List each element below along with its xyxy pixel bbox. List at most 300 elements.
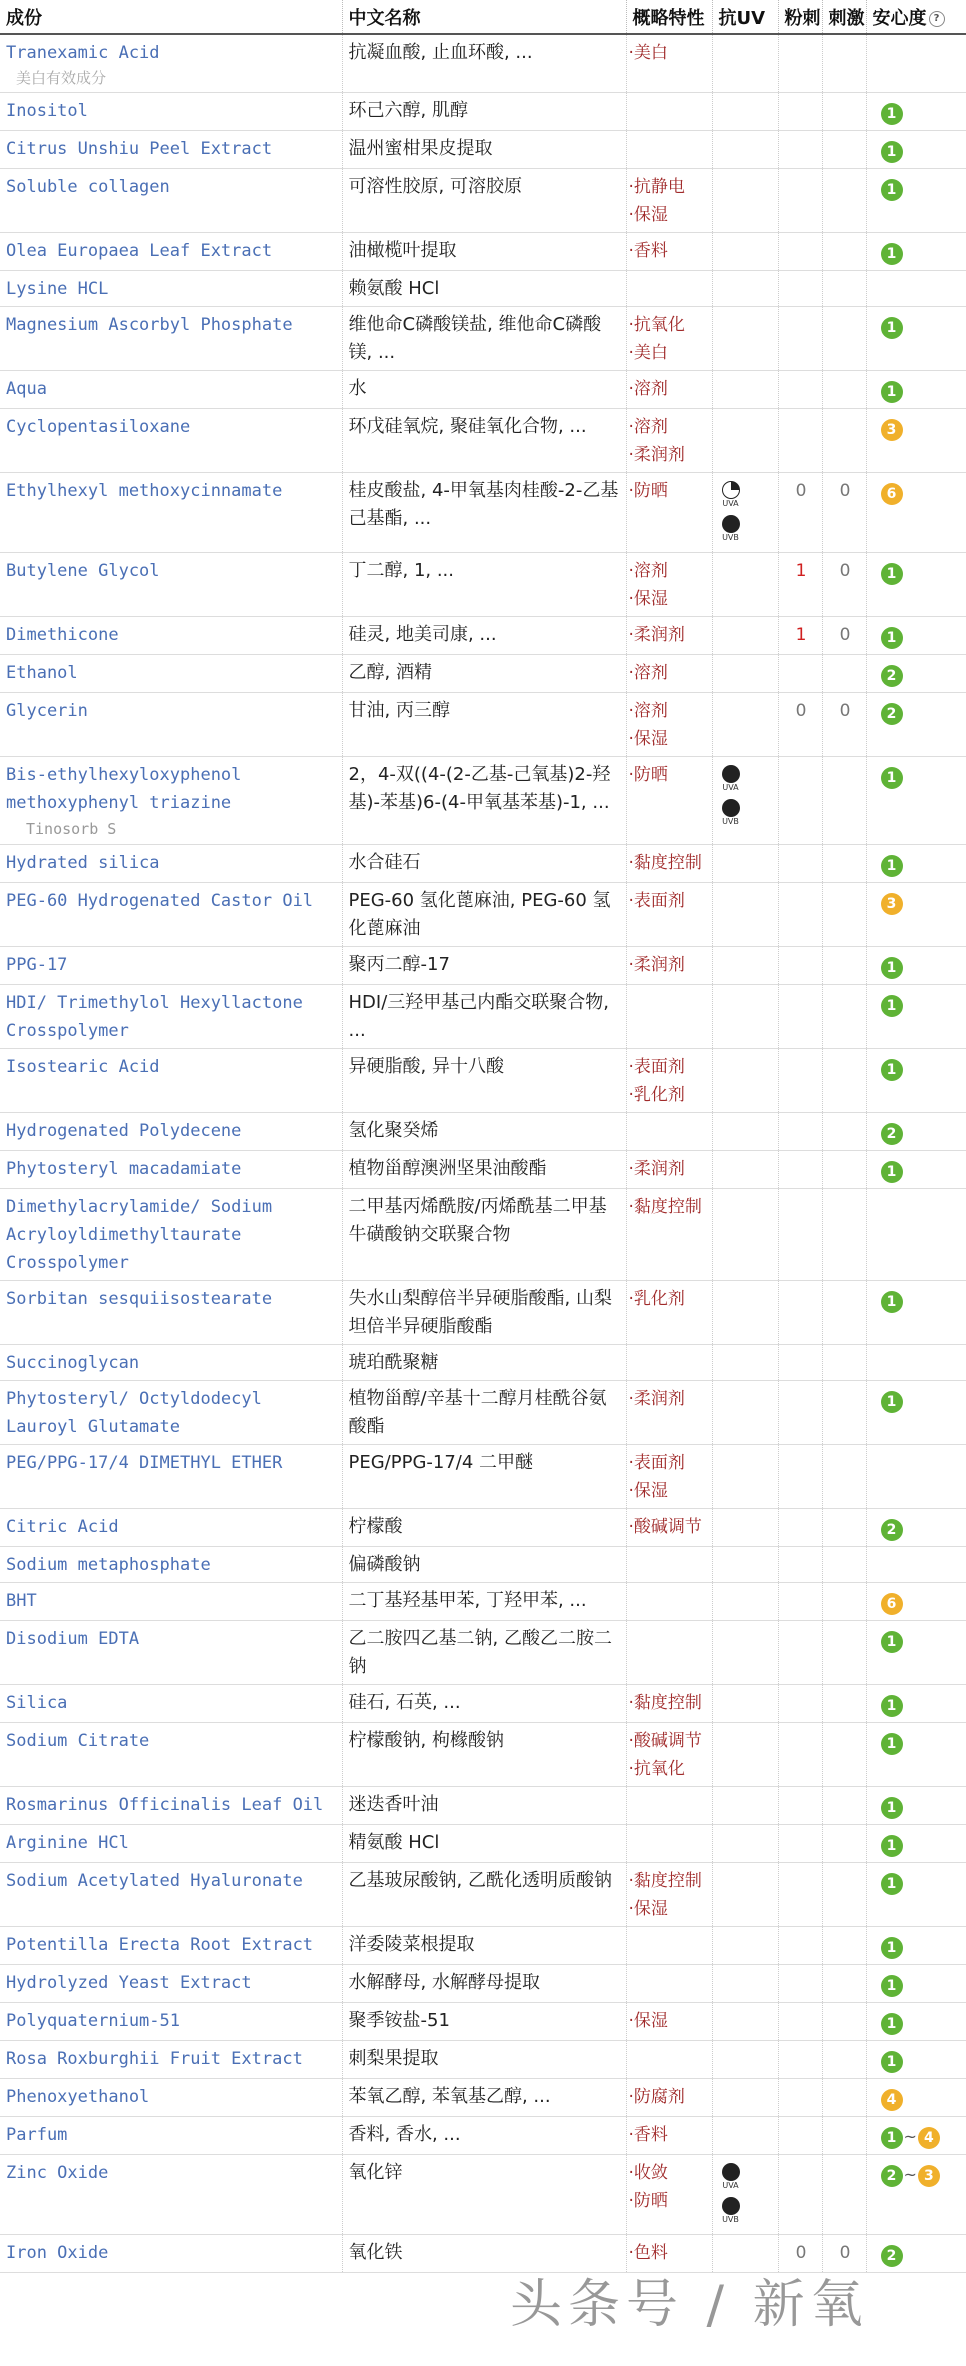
irritation-cell xyxy=(822,1825,866,1863)
chinese-name-cell: 氧化铁 xyxy=(342,2235,626,2273)
uv-dot-icon xyxy=(722,2197,740,2215)
chinese-name-cell: 水合硅石 xyxy=(342,845,626,883)
ingredient-link[interactable]: Disodium EDTA xyxy=(6,1629,140,1649)
safety-badge: 1 xyxy=(881,381,903,403)
uv-cell xyxy=(712,307,778,371)
chinese-name-cell: 环己六醇, 肌醇 xyxy=(342,93,626,131)
acne-cell xyxy=(778,1965,822,2003)
function-tag: · 表面剂 xyxy=(629,887,708,915)
table-row xyxy=(0,2041,966,2079)
safety-badge: 4 xyxy=(918,2127,940,2149)
ingredient-name-cell xyxy=(0,1049,342,1113)
safety-cell xyxy=(866,1381,966,1445)
chinese-name-cell: 洋委陵菜根提取 xyxy=(342,1927,626,1965)
table-row xyxy=(0,947,966,985)
ingredient-link[interactable]: Olea Europaea Leaf Extract xyxy=(6,241,273,261)
function-tag: · 香料 xyxy=(629,237,708,265)
function-tag: · 溶剂 xyxy=(629,375,708,403)
safety-cell xyxy=(866,985,966,1049)
ingredient-link[interactable]: Zinc Oxide xyxy=(6,2163,109,2183)
chinese-name-cell: 可溶性胶原, 可溶胶原 xyxy=(342,169,626,233)
irritation-cell xyxy=(822,845,866,883)
acne-cell xyxy=(778,93,822,131)
function-tag: · 黏度控制 xyxy=(629,849,708,877)
uv-cell xyxy=(712,655,778,693)
irritation-cell xyxy=(822,1583,866,1621)
ingredient-link[interactable]: Phenoxyethanol xyxy=(6,2087,150,2107)
table-row xyxy=(0,1189,966,1281)
safety-cell xyxy=(866,1825,966,1863)
function-cell xyxy=(626,1863,712,1927)
watermark: 头条号 / 新氧 xyxy=(510,2275,869,2335)
ingredient-name-cell xyxy=(0,271,342,307)
chinese-name-cell: 氧化锌 xyxy=(342,2155,626,2235)
function-cell xyxy=(626,1825,712,1863)
acne-cell xyxy=(778,169,822,233)
acne-cell xyxy=(778,655,822,693)
irritation-cell xyxy=(822,1965,866,2003)
ingredient-link[interactable]: Inositol xyxy=(6,101,88,121)
table-row xyxy=(0,1621,966,1685)
function-tag: · 收敛 xyxy=(629,2159,708,2187)
safety-cell xyxy=(866,131,966,169)
function-tag: · 溶剂 xyxy=(629,557,708,585)
ingredient-link[interactable]: Aqua xyxy=(6,379,47,399)
function-cell xyxy=(626,1381,712,1445)
safety-badge: 1 xyxy=(881,627,903,649)
function-cell xyxy=(626,1281,712,1345)
irritation-cell xyxy=(822,371,866,409)
chinese-name-cell: 香料, 香水, ... xyxy=(342,2117,626,2155)
chinese-name-cell: 水 xyxy=(342,371,626,409)
ingredient-link[interactable]: Sodium Citrate xyxy=(6,1731,150,1751)
safety-badge: 2 xyxy=(881,2165,903,2187)
uv-dot-icon xyxy=(722,2163,740,2181)
safety-badge: 2 xyxy=(881,1519,903,1541)
acne-cell xyxy=(778,1381,822,1445)
header-irritation: 刺激 xyxy=(822,0,866,34)
safety-badge: 1 xyxy=(881,243,903,265)
ingredient-name-cell xyxy=(0,2155,342,2235)
uv-cell xyxy=(712,371,778,409)
table-row xyxy=(0,2117,966,2155)
uv-cell xyxy=(712,1049,778,1113)
acne-cell xyxy=(778,985,822,1049)
ingredient-name-cell xyxy=(0,1445,342,1509)
irritation-cell xyxy=(822,1445,866,1509)
ingredient-link[interactable]: Rosmarinus Officinalis Leaf Oil xyxy=(6,1795,324,1815)
uv-dot-icon xyxy=(722,515,740,533)
function-tag: · 抗氧化 xyxy=(629,311,708,339)
ingredient-name-cell xyxy=(0,409,342,473)
function-tag: · 柔润剂 xyxy=(629,1385,708,1413)
acne-cell xyxy=(778,233,822,271)
ingredient-name-cell xyxy=(0,1787,342,1825)
safety-cell xyxy=(866,693,966,757)
table-row xyxy=(0,2079,966,2117)
safety-cell xyxy=(866,845,966,883)
acne-cell xyxy=(778,2079,822,2117)
uv-cell xyxy=(712,169,778,233)
function-cell xyxy=(626,1621,712,1685)
irritation-cell xyxy=(822,1547,866,1583)
chinese-name-cell: 偏磷酸钠 xyxy=(342,1547,626,1583)
ingredient-link[interactable]: Citric Acid xyxy=(6,1517,119,1537)
function-tag: · 防晒 xyxy=(629,2187,708,2215)
table-row xyxy=(0,1825,966,1863)
function-cell xyxy=(626,1189,712,1281)
function-tag: · 乳化剂 xyxy=(629,1081,708,1109)
acne-cell xyxy=(778,1281,822,1345)
ingredient-link[interactable]: Succinoglycan xyxy=(6,1353,140,1373)
acne-cell xyxy=(778,1049,822,1113)
ingredient-link[interactable]: Hydrogenated Polydecene xyxy=(6,1121,242,1141)
function-cell xyxy=(626,553,712,617)
ingredient-link[interactable]: Phytosteryl/ Octyldodecyl Lauroyl Glutamate xyxy=(6,1389,262,1437)
ingredient-name-cell xyxy=(0,2235,342,2273)
safety-cell xyxy=(866,1113,966,1151)
acne-cell xyxy=(778,1345,822,1381)
ingredient-name-cell xyxy=(0,1189,342,1281)
table-row xyxy=(0,271,966,307)
function-cell xyxy=(626,947,712,985)
ingredient-link[interactable]: Sodium metaphosphate xyxy=(6,1555,211,1575)
uv-label: UVB xyxy=(722,817,739,826)
acne-cell xyxy=(778,1509,822,1547)
irritation-cell xyxy=(822,1113,866,1151)
acne-cell xyxy=(778,845,822,883)
table-row xyxy=(0,1927,966,1965)
ingredient-name-cell xyxy=(0,845,342,883)
safety-badge: 1 xyxy=(881,1391,903,1413)
ingredient-link[interactable]: Dimethicone xyxy=(6,625,119,645)
safety-badge: 4 xyxy=(881,2089,903,2111)
acne-cell xyxy=(778,1151,822,1189)
ingredient-link[interactable]: HDI/ Trimethylol Hexyllactone Crosspolymer xyxy=(6,993,303,1041)
table-header-row xyxy=(0,0,966,34)
irritation-cell xyxy=(822,409,866,473)
uv-cell xyxy=(712,1509,778,1547)
safety-badge: 1 xyxy=(881,103,903,125)
acne-cell xyxy=(778,1787,822,1825)
ingredient-link[interactable]: Polyquaternium-51 xyxy=(6,2011,180,2031)
chinese-name-cell: 苯氧乙醇, 苯氧基乙醇, ... xyxy=(342,2079,626,2117)
irritation-cell xyxy=(822,1927,866,1965)
safety-cell xyxy=(866,409,966,473)
function-tag: · 防晒 xyxy=(629,477,708,505)
function-cell xyxy=(626,2155,712,2235)
ingredient-link[interactable]: Glycerin xyxy=(6,701,88,721)
table-row xyxy=(0,131,966,169)
safety-cell xyxy=(866,2003,966,2041)
ingredient-link[interactable]: Sodium Acetylated Hyaluronate xyxy=(6,1871,303,1891)
ingredient-link[interactable]: Tranexamic Acid xyxy=(6,43,160,63)
irritation-cell xyxy=(822,883,866,947)
ingredient-link[interactable]: Citrus Unshiu Peel Extract xyxy=(6,139,273,159)
chinese-name-cell: 温州蜜柑果皮提取 xyxy=(342,131,626,169)
table-row xyxy=(0,2003,966,2041)
safety-cell xyxy=(866,2117,966,2155)
ingredient-name-cell xyxy=(0,1825,342,1863)
uv-cell xyxy=(712,1621,778,1685)
chinese-name-cell: 乙醇, 酒精 xyxy=(342,655,626,693)
chinese-name-cell: 水解酵母, 水解酵母提取 xyxy=(342,1965,626,2003)
ingredient-link[interactable]: BHT xyxy=(6,1591,37,1611)
function-tag: · 抗静电 xyxy=(629,173,708,201)
ingredient-link[interactable]: Isostearic Acid xyxy=(6,1057,160,1077)
chinese-name-cell: 硅石, 石英, ... xyxy=(342,1685,626,1723)
ingredient-name-cell xyxy=(0,947,342,985)
uv-cell xyxy=(712,1927,778,1965)
uv-protection-icon xyxy=(719,2163,743,2191)
ingredient-link[interactable]: Iron Oxide xyxy=(6,2243,109,2263)
uv-cell xyxy=(712,757,778,845)
ingredient-name-cell xyxy=(0,1113,342,1151)
ingredient-link[interactable]: Sorbitan sesquiisostearate xyxy=(6,1289,273,1309)
table-row xyxy=(0,371,966,409)
safety-badge: 2 xyxy=(881,1123,903,1145)
safety-cell xyxy=(866,1621,966,1685)
acne-cell xyxy=(778,371,822,409)
chinese-name-cell: 植物甾醇澳洲坚果油酸酯 xyxy=(342,1151,626,1189)
acne-cell xyxy=(778,2117,822,2155)
uv-cell xyxy=(712,2041,778,2079)
safety-badge: 1 xyxy=(881,1695,903,1717)
uv-cell xyxy=(712,1583,778,1621)
ingredient-name-cell xyxy=(0,655,342,693)
ingredient-link[interactable]: Rosa Roxburghii Fruit Extract xyxy=(6,2049,303,2069)
ingredient-link[interactable]: Hydrated silica xyxy=(6,853,160,873)
function-cell xyxy=(626,845,712,883)
ingredient-name-cell xyxy=(0,1621,342,1685)
ingredient-link[interactable]: Arginine HCl xyxy=(6,1833,129,1853)
irritation-cell xyxy=(822,1723,866,1787)
table-row xyxy=(0,553,966,617)
function-cell xyxy=(626,1445,712,1509)
uv-cell xyxy=(712,1825,778,1863)
ingredient-link[interactable]: Magnesium Ascorbyl Phosphate xyxy=(6,315,293,335)
table-row xyxy=(0,93,966,131)
table-row xyxy=(0,693,966,757)
uv-cell xyxy=(712,1965,778,2003)
table-row xyxy=(0,1723,966,1787)
uv-cell xyxy=(712,1381,778,1445)
ingredient-link[interactable]: Parfum xyxy=(6,2125,68,2145)
safety-cell xyxy=(866,34,966,93)
function-tag: · 柔润剂 xyxy=(629,621,708,649)
safety-cell xyxy=(866,1787,966,1825)
ingredient-link[interactable]: Lysine HCL xyxy=(6,279,109,299)
irritation-cell xyxy=(822,1787,866,1825)
safety-cell xyxy=(866,1863,966,1927)
function-cell xyxy=(626,1927,712,1965)
safety-cell xyxy=(866,655,966,693)
function-tag: · 乳化剂 xyxy=(629,1285,708,1313)
uv-cell xyxy=(712,845,778,883)
uv-cell xyxy=(712,2235,778,2273)
ingredient-link[interactable]: Bis-ethylhexyloxyphenol methoxyphenyl triazine xyxy=(6,765,242,813)
irritation-cell xyxy=(822,1189,866,1281)
safety-badge: 3 xyxy=(918,2165,940,2187)
table-row xyxy=(0,1345,966,1381)
irritation-cell: 0 xyxy=(822,2235,866,2273)
ingredient-link[interactable]: Phytosteryl macadamiate xyxy=(6,1159,242,1179)
function-cell xyxy=(626,2235,712,2273)
chinese-name-cell: 二甲基丙烯酰胺/丙烯酰基二甲基牛磺酸钠交联聚合物 xyxy=(342,1189,626,1281)
function-cell xyxy=(626,757,712,845)
safety-cell xyxy=(866,473,966,553)
chinese-name-cell: HDI/三羟甲基己内酯交联聚合物, ... xyxy=(342,985,626,1049)
ingredient-link[interactable]: PEG/PPG-17/4 DIMETHYL ETHER xyxy=(6,1453,283,1473)
uv-cell xyxy=(712,271,778,307)
uv-protection-icon xyxy=(719,799,743,827)
table-row xyxy=(0,1113,966,1151)
ingredient-link[interactable]: Hydrolyzed Yeast Extract xyxy=(6,1973,252,1993)
safety-badge: 1 xyxy=(881,1937,903,1959)
ingredient-link[interactable]: Dimethylacrylamide/ Sodium Acryloyldimethyltaurate Crosspolymer xyxy=(6,1197,273,1273)
function-tag: · 柔润剂 xyxy=(629,951,708,979)
safety-cell xyxy=(866,1547,966,1583)
safety-badge: 1 xyxy=(881,563,903,585)
function-tag: · 色料 xyxy=(629,2239,708,2267)
ingredient-name-cell xyxy=(0,473,342,553)
uv-protection-icon xyxy=(719,515,743,543)
acne-cell xyxy=(778,271,822,307)
ingredient-link[interactable]: Potentilla Erecta Root Extract xyxy=(6,1935,314,1955)
table-row xyxy=(0,1281,966,1345)
ingredient-link[interactable]: Ethanol xyxy=(6,663,78,683)
uv-cell xyxy=(712,1113,778,1151)
function-tag: · 柔润剂 xyxy=(629,441,708,469)
ingredient-link[interactable]: PPG-17 xyxy=(6,955,68,975)
help-icon[interactable]: ? xyxy=(929,11,945,27)
ingredient-name-cell xyxy=(0,93,342,131)
ingredient-link[interactable]: Cyclopentasiloxane xyxy=(6,417,191,437)
acne-cell xyxy=(778,307,822,371)
ingredient-name-cell xyxy=(0,985,342,1049)
function-cell xyxy=(626,1113,712,1151)
function-tag: · 保湿 xyxy=(629,1477,708,1505)
header-function: 概略特性 xyxy=(626,0,712,34)
uv-cell xyxy=(712,1863,778,1927)
header-safety-label: 安心度 xyxy=(872,7,927,29)
uv-cell xyxy=(712,1445,778,1509)
function-cell xyxy=(626,1787,712,1825)
acne-cell: 1 xyxy=(778,617,822,655)
table-row xyxy=(0,169,966,233)
acne-cell xyxy=(778,883,822,947)
uv-cell xyxy=(712,2117,778,2155)
function-tag: · 溶剂 xyxy=(629,413,708,441)
safety-cell xyxy=(866,1345,966,1381)
safety-badge: 1 xyxy=(881,1631,903,1653)
function-tag: · 保湿 xyxy=(629,2007,708,2035)
safety-cell xyxy=(866,883,966,947)
irritation-cell xyxy=(822,2041,866,2079)
irritation-cell xyxy=(822,2003,866,2041)
uv-protection-icon xyxy=(719,481,743,509)
safety-cell xyxy=(866,2235,966,2273)
chinese-name-cell: 桂皮酸盐, 4-甲氧基肉桂酸-2-乙基己基酯, ... xyxy=(342,473,626,553)
ingredient-link[interactable]: PEG-60 Hydrogenated Castor Oil xyxy=(6,891,314,911)
ingredient-link[interactable]: Ethylhexyl methoxycinnamate xyxy=(6,481,283,501)
uv-cell xyxy=(712,2155,778,2235)
ingredient-link[interactable]: Silica xyxy=(6,1693,68,1713)
header-chinese-name: 中文名称 xyxy=(342,0,626,34)
irritation-cell xyxy=(822,169,866,233)
safety-cell xyxy=(866,1281,966,1345)
table-row xyxy=(0,1685,966,1723)
chinese-name-cell: 环戊硅氧烷, 聚硅氧化合物, ... xyxy=(342,409,626,473)
uv-label: UVA xyxy=(722,499,739,508)
acne-cell: 0 xyxy=(778,473,822,553)
function-cell xyxy=(626,169,712,233)
ingredient-name-cell xyxy=(0,1381,342,1445)
function-tag: · 溶剂 xyxy=(629,697,708,725)
uv-dot-icon xyxy=(722,481,740,499)
acne-cell xyxy=(778,1189,822,1281)
irritation-cell xyxy=(822,1281,866,1345)
uv-label: UVA xyxy=(722,2181,739,2190)
safety-badge: 1 xyxy=(881,1797,903,1819)
safety-cell xyxy=(866,371,966,409)
acne-cell: 1 xyxy=(778,553,822,617)
safety-badge: 1 xyxy=(881,855,903,877)
function-cell xyxy=(626,371,712,409)
irritation-cell xyxy=(822,985,866,1049)
safety-badge: 1 xyxy=(881,2127,903,2149)
ingredient-name-cell xyxy=(0,131,342,169)
ingredient-name-cell xyxy=(0,883,342,947)
acne-cell xyxy=(778,2041,822,2079)
irritation-cell: 0 xyxy=(822,617,866,655)
safety-badge: 6 xyxy=(881,483,903,505)
safety-cell xyxy=(866,2155,966,2235)
irritation-cell xyxy=(822,1381,866,1445)
uv-cell xyxy=(712,1151,778,1189)
function-cell xyxy=(626,1685,712,1723)
function-cell xyxy=(626,2079,712,2117)
safety-badge: 1 xyxy=(881,1975,903,1997)
table-row xyxy=(0,307,966,371)
uv-cell xyxy=(712,1685,778,1723)
table-body xyxy=(0,34,966,2273)
function-cell xyxy=(626,985,712,1049)
chinese-name-cell: 柠檬酸钠, 枸橼酸钠 xyxy=(342,1723,626,1787)
irritation-cell xyxy=(822,1621,866,1685)
chinese-name-cell: 乙基玻尿酸钠, 乙酰化透明质酸钠 xyxy=(342,1863,626,1927)
safety-cell xyxy=(866,1445,966,1509)
chinese-name-cell: 失水山梨醇倍半异硬脂酸酯, 山梨坦倍半异硬脂酸酯 xyxy=(342,1281,626,1345)
ingredient-name-cell xyxy=(0,307,342,371)
ingredient-link[interactable]: Butylene Glycol xyxy=(6,561,160,581)
uv-cell xyxy=(712,131,778,169)
safety-badge: 1 xyxy=(881,957,903,979)
function-tag: · 保湿 xyxy=(629,1895,708,1923)
ingredient-link[interactable]: Soluble collagen xyxy=(6,177,170,197)
uv-label: UVB xyxy=(722,533,739,542)
safety-badge: 2 xyxy=(881,703,903,725)
uv-label: UVB xyxy=(722,2215,739,2224)
function-tag: · 酸碱调节 xyxy=(629,1727,708,1755)
function-cell xyxy=(626,233,712,271)
function-cell xyxy=(626,1723,712,1787)
uv-cell xyxy=(712,2079,778,2117)
safety-badge: 1 xyxy=(881,1835,903,1857)
safety-cell xyxy=(866,617,966,655)
uv-cell xyxy=(712,233,778,271)
table-row xyxy=(0,2235,966,2273)
